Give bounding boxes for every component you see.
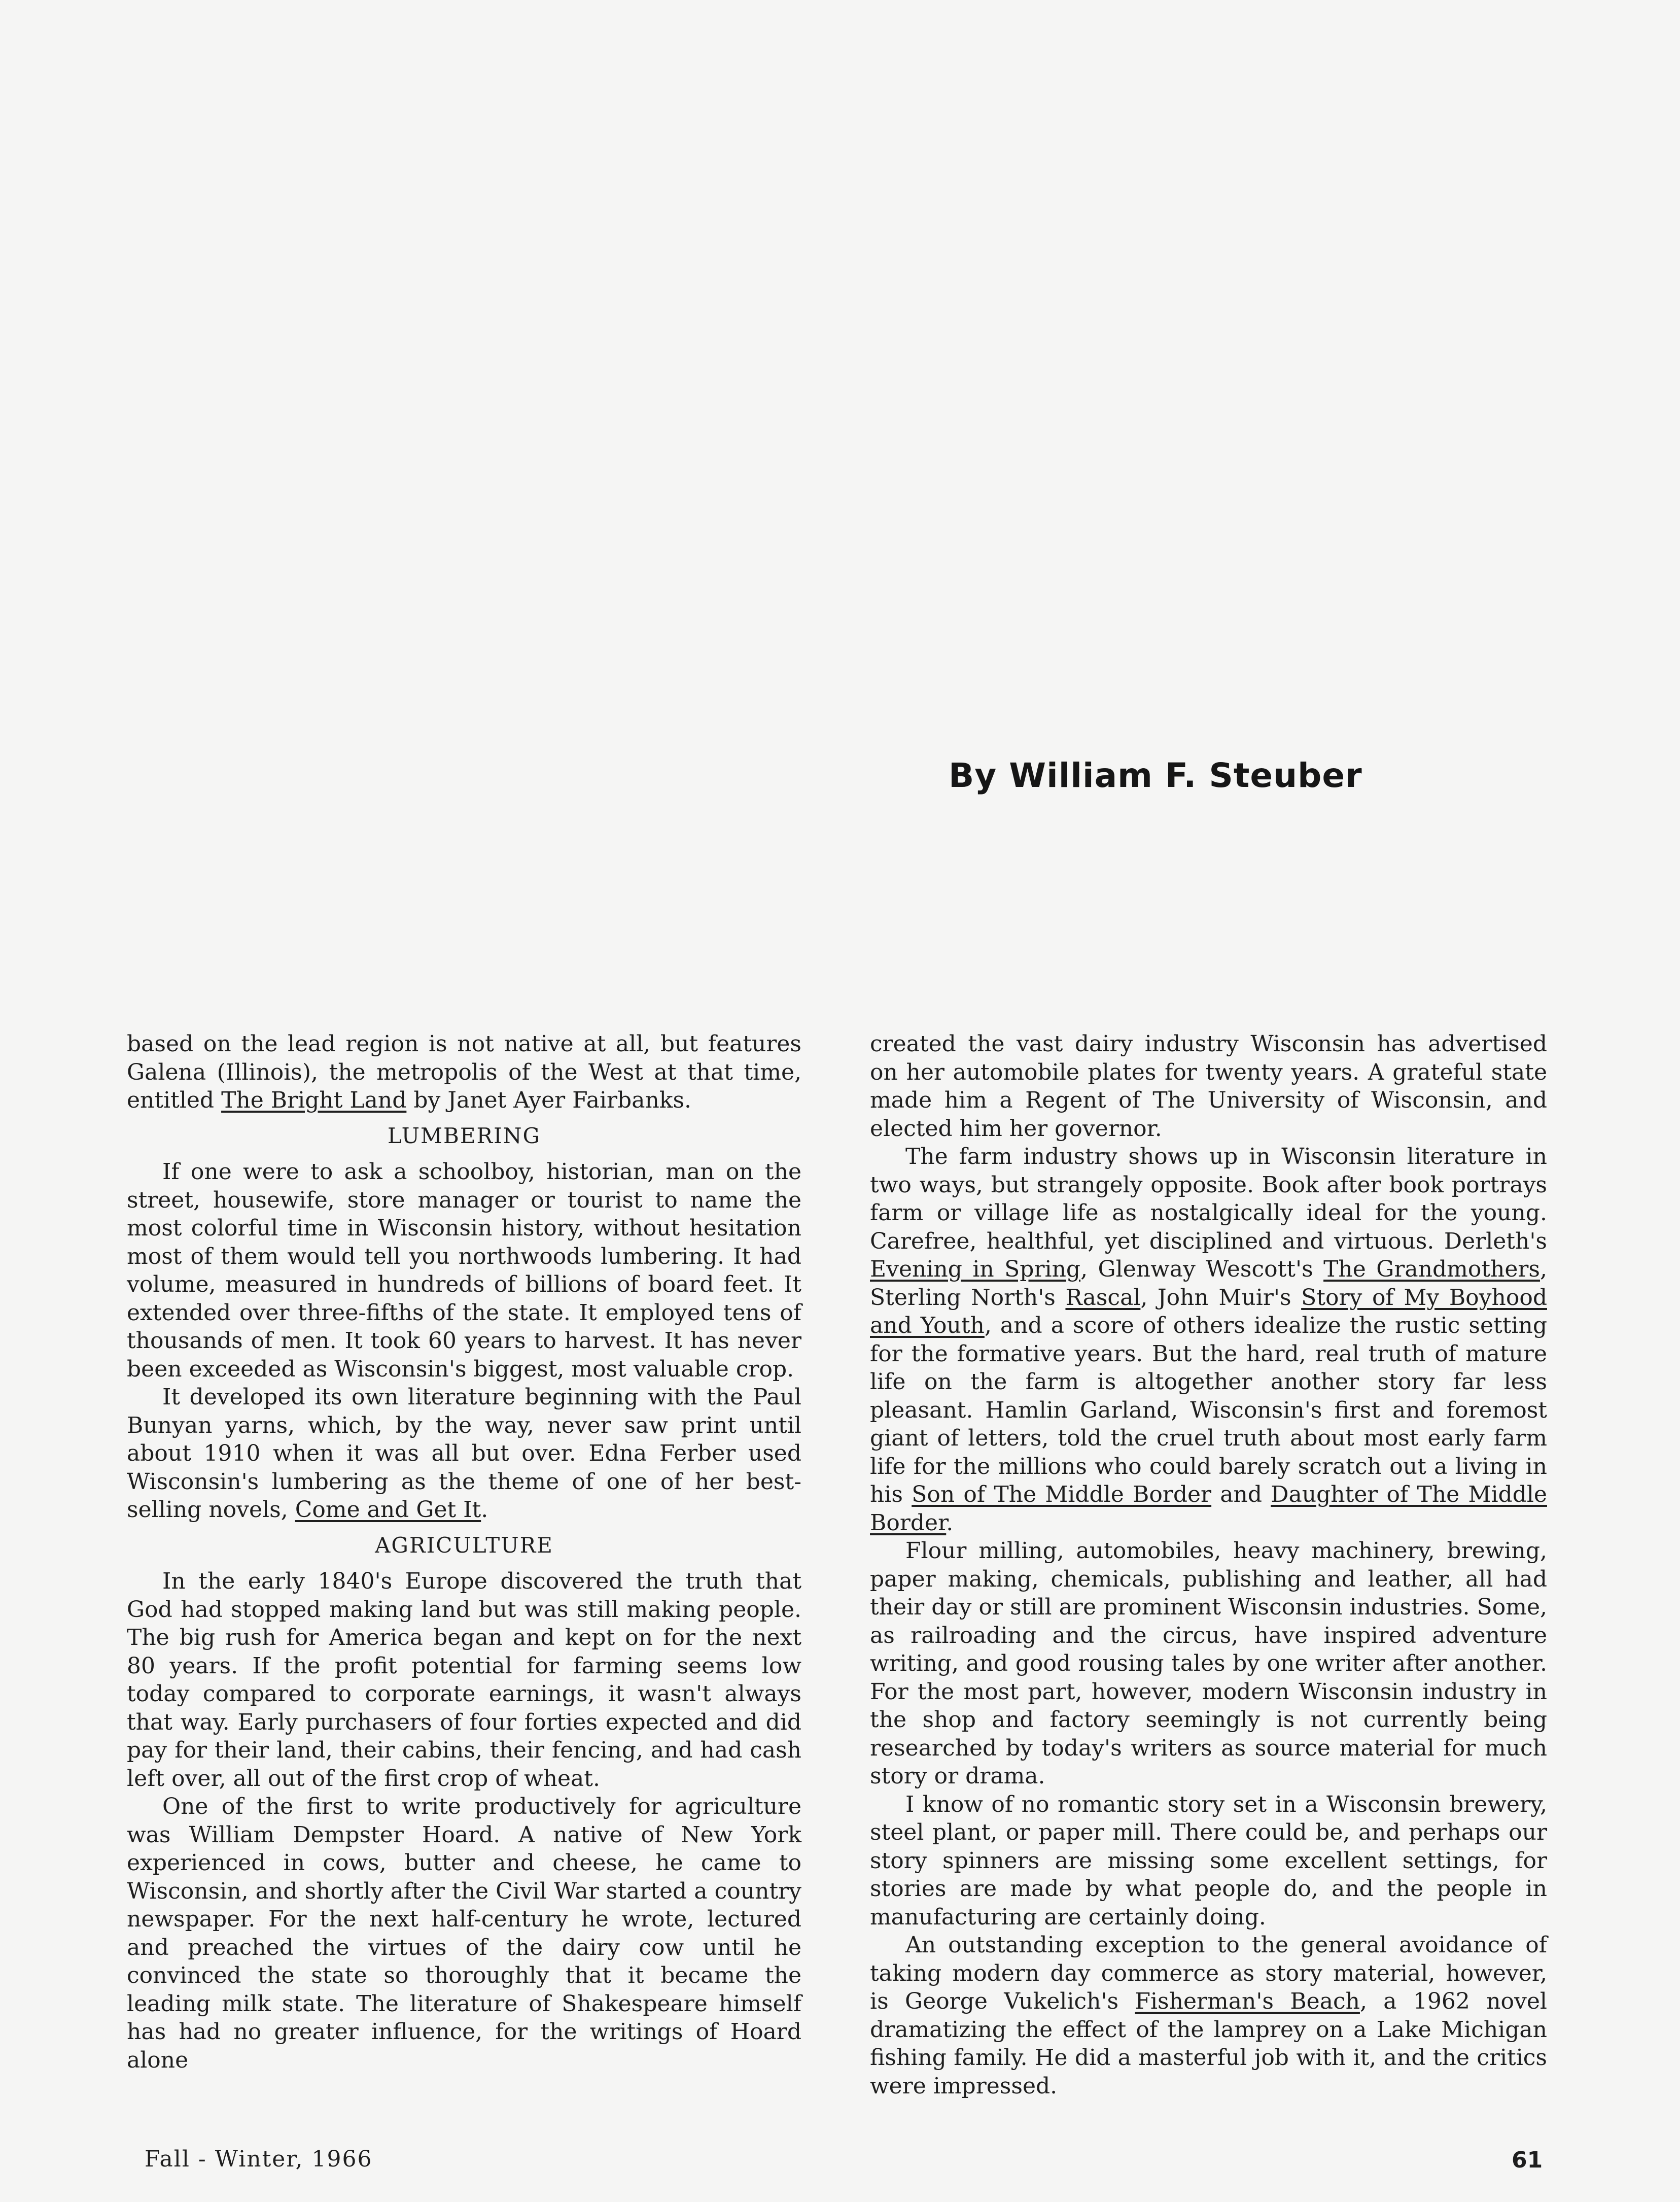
- paragraph-text: , and a score of others idealize the rustic setting for the formative years. But the hard, real truth of mature life on the farm is altogether another story far less pleasant. Hamlin Garland, Wisconsin's first and foremost giant of letters, told the cruel truth about most early farm life for the millions who could barely scratch out a living in his: [870, 1313, 1547, 1507]
- byline: By William F. Steuber: [949, 756, 1362, 795]
- section-heading-agriculture: AGRICULTURE: [375, 1532, 553, 1558]
- paragraph: If one were to ask a schoolboy, historian, man on the street, housewife, store manager or tourist to name the most colorful time in Wisconsin history, without hesitation most of them would tell you northwoods lumbering. It had volume, measured in hundreds of billions of board feet. It extended over three-fifths of the state. It employed tens of thousands of men. It took 60 years to harvest. It has never been exceeded as Wisconsin's biggest, most valuable crop.: [127, 1159, 801, 1382]
- paragraph-text: .: [946, 1509, 954, 1536]
- paragraph-text: An outstanding exception to the general avoidance of taking modern day commerce as story material, however, is George Vukelich's: [870, 1932, 1547, 2014]
- paragraph: In the early 1840's Europe discovered the truth that God had stopped making land but was still making people. The big rush for America began and kept on for the next 80 years. If the profit potential for farming seems low today compared to corporate earnings, it wasn't always that way. Early purchasers of four forties expected and did pay for their land, their cabins, their fencing, and had cash left over, all out of the first crop of wheat.: [127, 1568, 801, 1792]
- book-title: The Bright Land: [221, 1087, 407, 1113]
- paragraph: [870, 1143, 1547, 1537]
- paragraph-text: by Janet Ayer Fairbanks.: [406, 1087, 692, 1113]
- paragraph-text: The farm industry shows up in Wisconsin literature in two ways, but strangely opposite. Book after book portrays farm or village life as nostalgically ideal for the young. Carefree, healthful, yet disciplined and virtuous. Derleth's: [870, 1144, 1547, 1254]
- paragraph-text: , a 1962 novel dramatizing the effect of the lamprey on a Lake Michigan fishing family. He did a masterful job with it, and the critics were impressed.: [870, 1988, 1548, 2099]
- book-title: Evening in Spring: [870, 1256, 1081, 1282]
- paragraph-text: .: [481, 1497, 488, 1523]
- paragraph: Flour milling, automobiles, heavy machinery, brewing, paper making, chemicals, publishing and leather, all had their day or still are prominent Wisconsin industries. Some, as railroading and the circus, have inspired adventure writing, and good rousing tales by one writer after another. For the most part, however, modern Wisconsin industry in the shop and factory seemingly is not currently being researched by today's writers as source material for much story or drama.: [870, 1538, 1547, 1789]
- paragraph-text: It developed its own literature beginning with the Paul Bunyan yarns, which, by the way, never saw print until about 1910 when it was all but over. Edna Ferber used Wisconsin's lumbering as the theme of one of her best-selling novels,: [127, 1384, 801, 1523]
- book-title: Rascal: [1065, 1284, 1141, 1311]
- book-title: Son of The Middle Border: [912, 1482, 1212, 1507]
- left-column: [127, 1030, 801, 2074]
- book-title: The Grandmothers: [1323, 1256, 1540, 1282]
- paragraph-text: and: [1211, 1482, 1271, 1507]
- section-heading-lumbering: LUMBERING: [387, 1123, 541, 1148]
- paragraph-text: , John Muir's: [1140, 1284, 1302, 1311]
- page-number: 61: [1512, 2147, 1543, 2173]
- paragraph: created the vast dairy industry Wisconsin has advertised on her automobile plates for twenty years. A grateful state made him a Regent of The University of Wisconsin, and elected him her governor.: [870, 1031, 1547, 1142]
- paragraph: I know of no romantic story set in a Wisconsin brewery, steel plant, or paper mill. There could be, and perhaps our story spinners are missing some excellent settings, for stories are made by what people do, and the people in manufacturing are certainly doing.: [870, 1791, 1547, 1930]
- paragraph: [870, 1931, 1547, 2100]
- issue-date: Fall - Winter, 1966: [145, 2146, 373, 2172]
- paragraph: [127, 1030, 801, 1115]
- book-title: Daughter of The Middle Border: [870, 1482, 1547, 1536]
- book-title: Fisherman's Beach: [1135, 1988, 1360, 2014]
- paragraph-text: based on the lead region is not native at all, but features Galena (Illinois), the metropolis of the West at that time, entitled: [127, 1031, 801, 1113]
- book-title: Story of My Boyhood and Youth: [870, 1284, 1547, 1338]
- book-title: Come and Get It: [295, 1497, 481, 1523]
- paragraph-text: , Glenway Wescott's: [1080, 1256, 1324, 1282]
- right-column: [870, 1030, 1547, 2100]
- paragraph: [127, 1383, 801, 1524]
- paragraph: One of the first to write productively for agriculture was William Dempster Hoard. A native of New York experienced in cows, butter and cheese, he came to Wisconsin, and shortly after the Civil War started a country newspaper. For the next half-century he wrote, lectured and preached the virtues of the dairy cow until he convinced the state so thoroughly that it became the leading milk state. The literature of Shakespeare himself has had no greater influence, for the writings of Hoard alone: [127, 1794, 801, 2073]
- paragraph-text: , Sterling North's: [870, 1256, 1547, 1311]
